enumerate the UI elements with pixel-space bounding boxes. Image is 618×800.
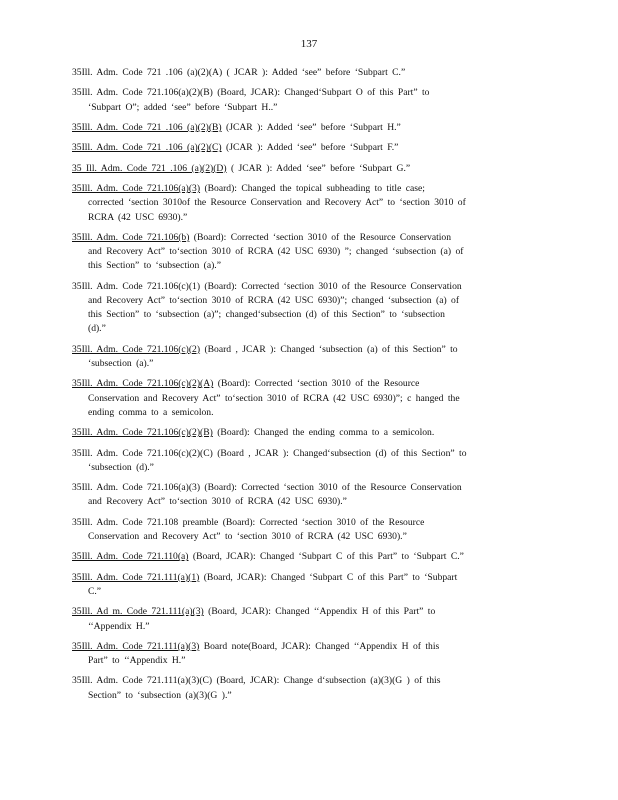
entry-text: 35Ill. Adm. Code 721.106(a)(3) (Board): Corrected ‘section 3010 of the Resource Conservation <box>72 482 462 494</box>
entry-first-line <box>72 641 439 652</box>
entry-first-line <box>72 378 419 389</box>
amendment-entry <box>72 516 542 544</box>
entry-text: 35Ill. Adm. Code 721.106(c)(1) (Board): Corrected ‘section 3010 of the Resource Conservation <box>72 280 462 292</box>
entry-continuation: Conservation and Recovery Act” to ‘section 3010 of RCRA (42 USC 6930).” <box>88 530 407 542</box>
entry-text: (JCAR ): Added ‘see” before ‘Subpart F.” <box>221 142 399 154</box>
entry-continuation: and Recovery Act” to‘section 3010 of RCRA (42 USC 6930).” <box>88 496 347 508</box>
entry-continuation: corrected ‘section 3010of the Resource Conservation and Recovery Act” to ‘section 3010 of <box>88 197 466 209</box>
entry-continuation: RCRA (42 USC 6930).” <box>88 211 188 223</box>
entry-first-line <box>72 344 458 355</box>
entry-first-line <box>72 281 462 292</box>
entry-first-line <box>72 163 410 174</box>
entry-continuation: (d).” <box>88 323 106 335</box>
amendment-list <box>72 66 542 709</box>
entry-continuation: C.” <box>88 585 102 597</box>
entry-continuation: ‘subsection (a).” <box>88 357 154 369</box>
entry-continuation: ‘‘Appendix H.” <box>88 620 150 632</box>
amendment-entry <box>72 121 542 135</box>
entry-text: (Board): Changed the ending comma to a semicolon. <box>212 427 435 439</box>
page-number: 137 <box>300 38 318 50</box>
entry-continuation: Conservation and Recovery Act” to‘section 3010 of RCRA (42 USC 6930)”; c hanged the <box>88 392 460 404</box>
amendment-entry <box>72 141 542 155</box>
entry-text: 35Ill. Adm. Code 721.106(a)(2)(B) (Board, JCAR): Changed‘Subpart O of this Part” to <box>72 87 430 99</box>
entry-continuation: this Section” to ‘subsection (a).” <box>88 260 221 272</box>
amendment-entry <box>72 674 542 702</box>
entry-citation: 35Ill. Adm. Code 721 .106 (a)(2)(B) <box>72 121 222 133</box>
entry-text: ( JCAR ): Added ‘see” before ‘Subpart G.” <box>226 162 411 174</box>
entry-citation: 35Ill. Adm. Code 721.111(a)(3) <box>72 640 200 652</box>
entry-citation: 35Ill. Adm. Code 721.106(b) <box>72 231 190 243</box>
entry-continuation: and Recovery Act” to‘section 3010 of RCRA (42 USC 6930) ”; changed ‘subsection (a) of <box>88 246 464 258</box>
amendment-entry <box>72 86 542 114</box>
entry-first-line <box>72 232 451 243</box>
entry-citation: 35Ill. Adm. Code 721.110(a) <box>72 551 189 563</box>
entry-text: 35Ill. Adm. Code 721.108 preamble (Board): Corrected ‘section 3010 of the Resource <box>72 516 425 528</box>
amendment-entry <box>72 343 542 371</box>
entry-text: (Board): Corrected ‘section 3010 of the Resource <box>213 378 420 390</box>
entry-text: (JCAR ): Added ‘see” before ‘Subpart H.” <box>221 121 401 133</box>
amendment-entry <box>72 377 542 420</box>
amendment-entry <box>72 481 542 509</box>
entry-first-line <box>72 67 405 78</box>
entry-citation: 35Ill. Adm. Code 721.111(a)(1) <box>72 571 200 583</box>
entry-text: 35Ill. Adm. Code 721.106(c)(2)(C) (Board , JCAR ): Changed‘subsection (d) of this Section” to <box>72 447 467 459</box>
entry-continuation: ending comma to a semicolon. <box>88 406 214 418</box>
amendment-entry <box>72 280 542 337</box>
entry-text: (Board, JCAR): Changed ‘Subpart C of this Part” to ‘Subpart <box>199 571 458 583</box>
entry-citation: 35 Ill. Adm. Code 721 .106 (a)(2)(D) <box>72 162 227 174</box>
entry-first-line <box>72 142 398 153</box>
amendment-entry <box>72 162 542 176</box>
entry-continuation: ‘Subpart O”; added ‘see” before ‘Subpart H..” <box>88 101 278 113</box>
amendment-entry <box>72 640 542 668</box>
entry-text: (Board, JCAR): Changed ‘‘Appendix H of this Part” to <box>203 606 436 618</box>
entry-text: 35Ill. Adm. Code 721 .106 (a)(2)(A) ( JCAR ): Added ‘see” before ‘Subpart C.” <box>72 67 406 78</box>
entry-text: (Board, JCAR): Changed ‘Subpart C of this Part” to ‘Subpart C.” <box>188 551 464 563</box>
entry-continuation: Part” to ‘‘Appendix H.” <box>88 655 186 667</box>
entry-first-line <box>72 606 435 617</box>
entry-citation: 35Ill. Adm. Code 721.106(a)(3) <box>72 183 201 195</box>
entry-citation: 35Ill. Ad m. Code 721.111(a)(3) <box>72 606 204 618</box>
entry-text: (Board): Changed the topical subheading to title case; <box>200 183 425 195</box>
entry-text: (Board , JCAR ): Changed ‘subsection (a) of this Section” to <box>200 343 458 355</box>
amendment-entry <box>72 571 542 599</box>
entry-first-line <box>72 183 425 194</box>
entry-continuation: this Section” to ‘subsection (a)”; changed‘subsection (d) of this Section” to ‘subsection <box>88 309 445 321</box>
entry-continuation: ‘subsection (d).” <box>88 461 154 473</box>
amendment-entry <box>72 66 542 80</box>
entry-citation: 35Ill. Adm. Code 721.106(c)(2)(A) <box>72 378 214 390</box>
entry-first-line <box>72 427 434 438</box>
amendment-entry <box>72 426 542 440</box>
entry-first-line <box>72 517 424 528</box>
amendment-entry <box>72 550 542 564</box>
entry-citation: 35Ill. Adm. Code 721.106(c)(2) <box>72 343 201 355</box>
entry-text: (Board): Corrected ‘section 3010 of the Resource Conservation <box>189 231 452 243</box>
amendment-entry <box>72 605 542 633</box>
entry-first-line <box>72 87 429 98</box>
amendment-entry <box>72 447 542 475</box>
entry-continuation: and Recovery Act” to‘section 3010 of RCRA (42 USC 6930)”; changed ‘subsection (a) of <box>88 294 460 306</box>
entry-text: Board note(Board, JCAR): Changed ‘‘Appendix H of this <box>199 640 440 652</box>
entry-first-line <box>72 551 464 562</box>
amendment-entry <box>72 231 542 274</box>
entry-citation: 35Ill. Adm. Code 721 .106 (a)(2)(C) <box>72 142 222 154</box>
entry-first-line <box>72 572 457 583</box>
amendment-entry <box>72 182 542 225</box>
entry-first-line <box>72 675 440 686</box>
entry-first-line <box>72 448 467 459</box>
entry-first-line <box>72 122 401 133</box>
entry-citation: 35Ill. Adm. Code 721.106(c)(2)(B) <box>72 427 213 439</box>
entry-first-line <box>72 482 462 493</box>
entry-continuation: Section” to ‘subsection (a)(3)(G ).” <box>88 689 232 701</box>
entry-text: 35Ill. Adm. Code 721.111(a)(3)(C) (Board, JCAR): Change d‘subsection (a)(3)(G ) of this <box>72 675 441 687</box>
